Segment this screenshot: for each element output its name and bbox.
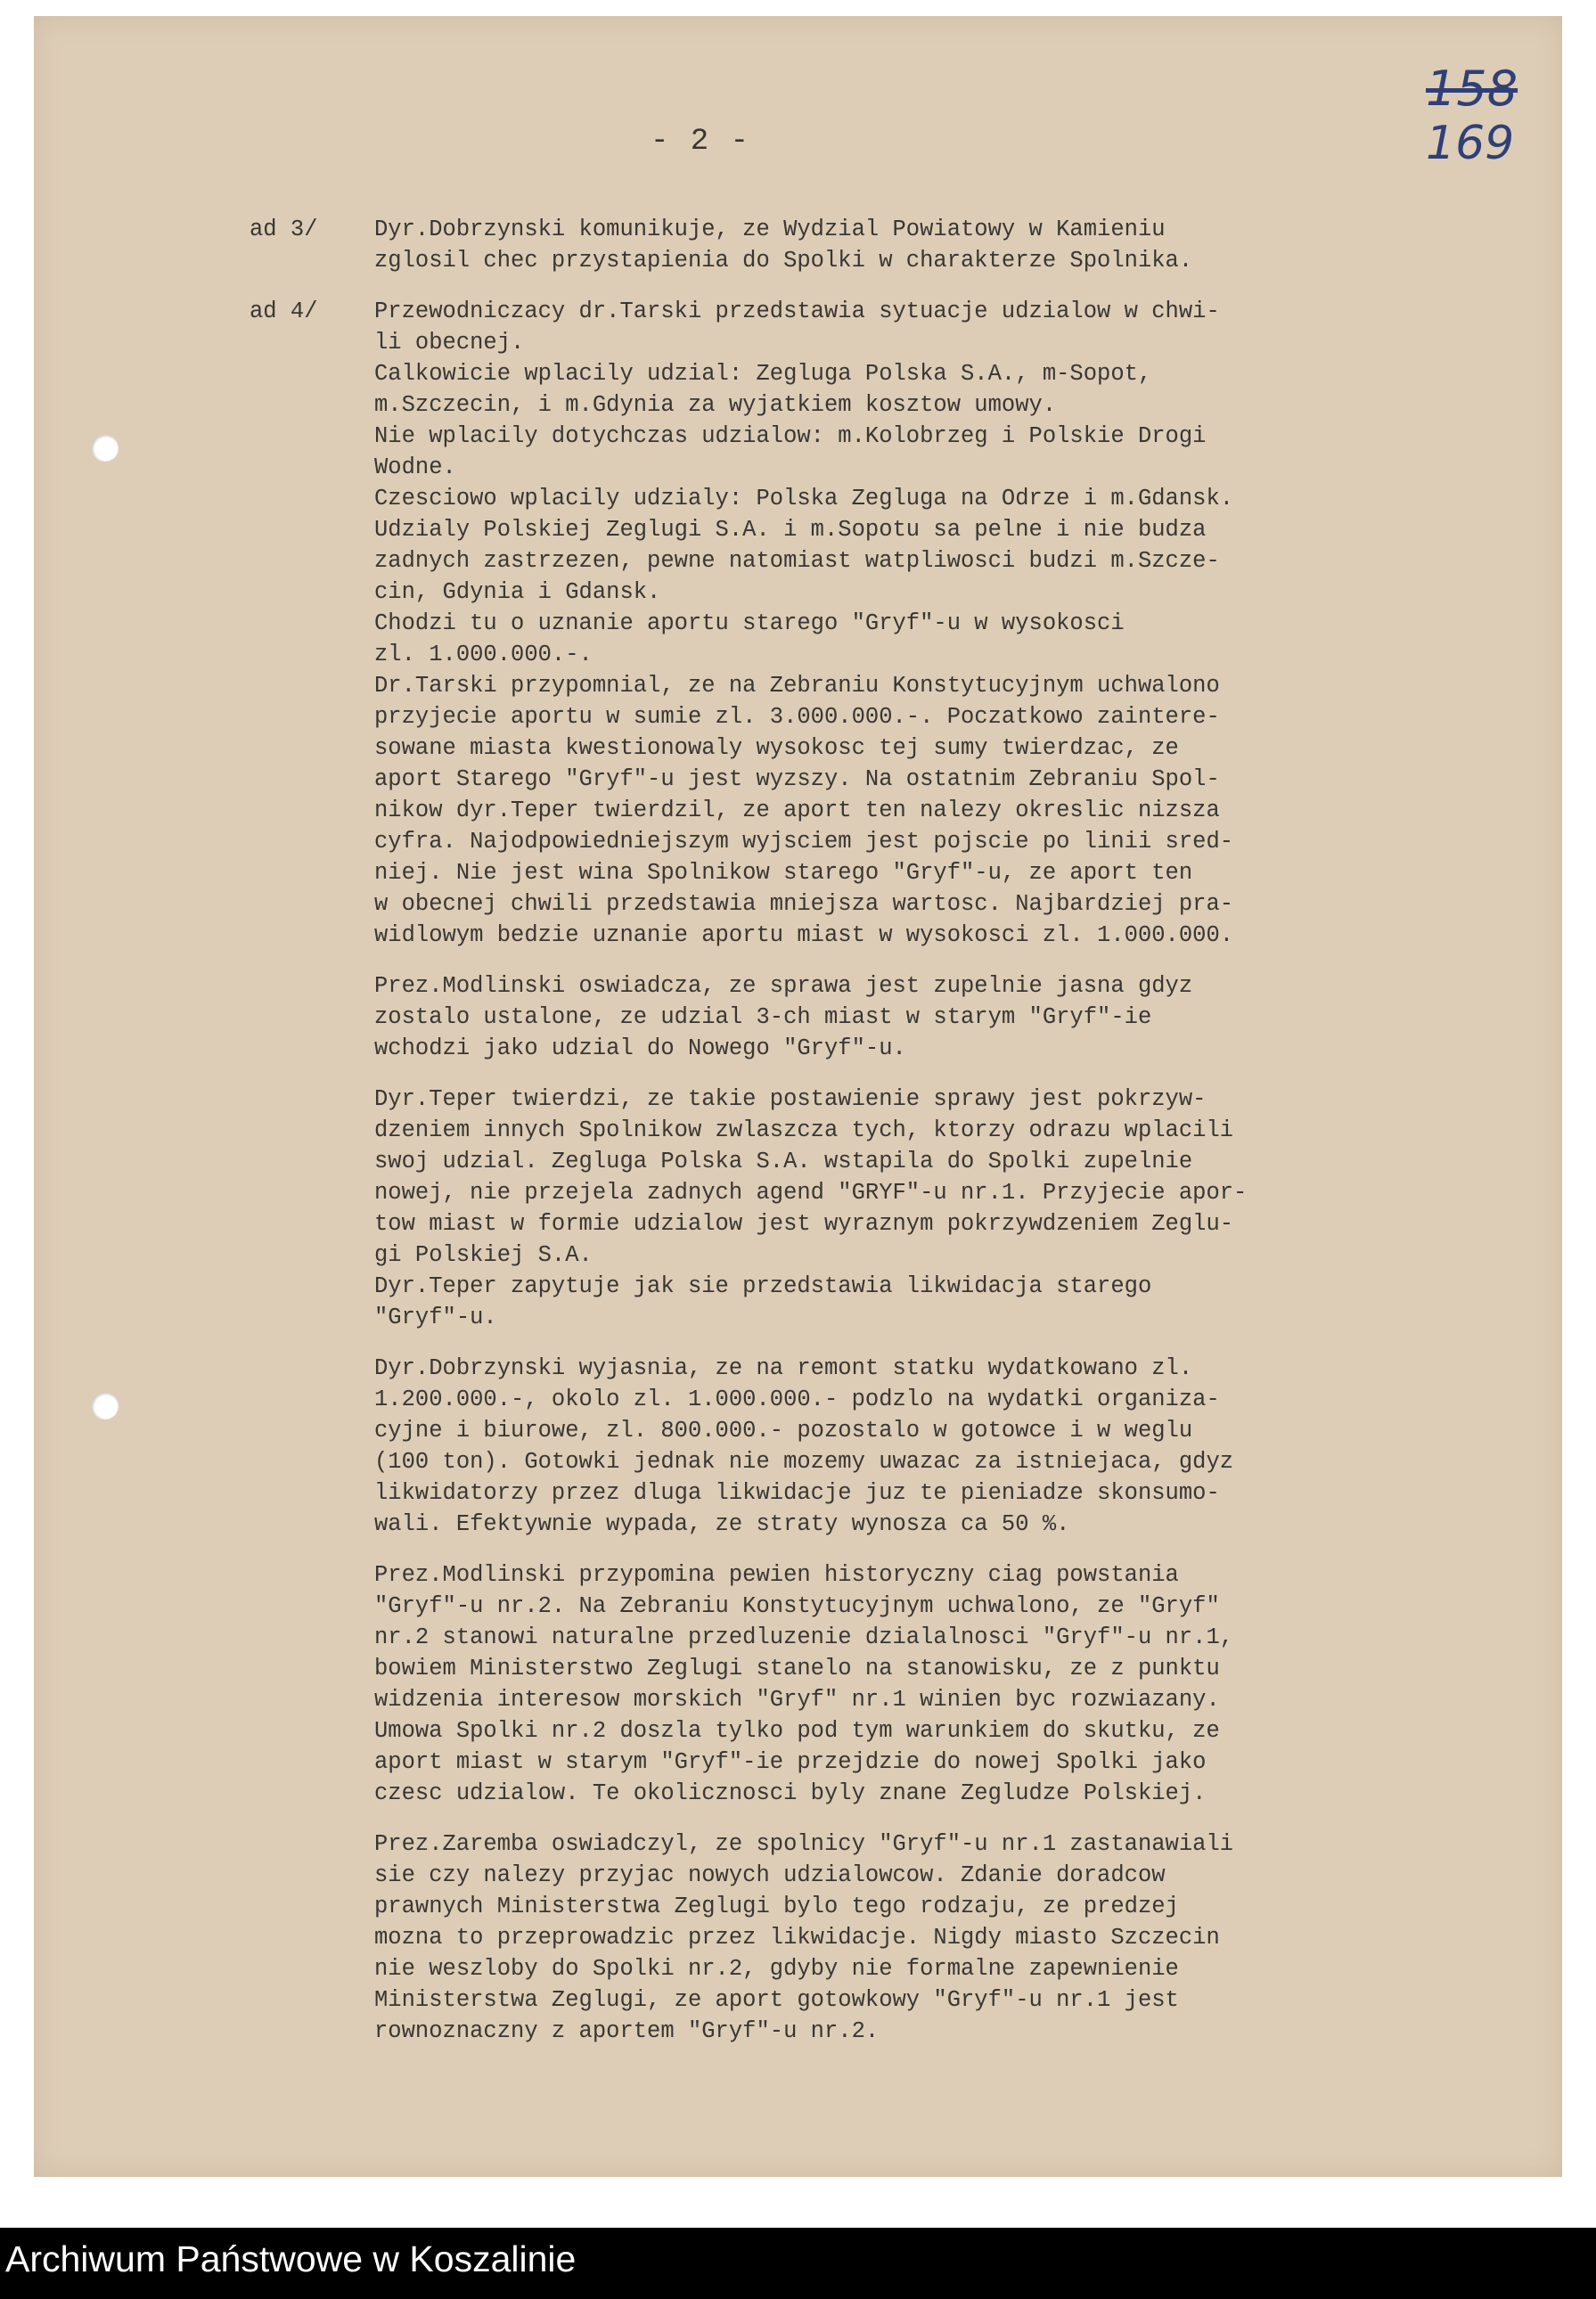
- agenda-item-ad-4: [250, 296, 1533, 951]
- text-line: rownoznaczny z aportem "Gryf"-u nr.2.: [374, 2018, 880, 2044]
- text-line: m.Szczecin, i m.Gdynia za wyjatkiem kosztow umowy.: [374, 392, 1057, 418]
- text-line: Prez.Zaremba oswiadczyl, ze spolnicy "Gryf"-u nr.1 zastanawiali: [374, 1831, 1234, 1857]
- text-line: niej. Nie jest wina Spolnikow starego "Gryf"-u, ze aport ten: [374, 860, 1193, 886]
- text-line: Dyr.Dobrzynski komunikuje, ze Wydzial Powiatowy w Kamieniu: [374, 217, 1166, 242]
- text-line: Udzialy Polskiej Zeglugi S.A. i m.Sopotu sa pelne i nie budza: [374, 517, 1207, 543]
- text-line: nr.2 stanowi naturalne przedluzenie dzialalnosci "Gryf"-u nr.1,: [374, 1624, 1234, 1650]
- text-line: Dyr.Teper twierdzi, ze takie postawienie sprawy jest pokrzyw-: [374, 1086, 1207, 1112]
- folio-current-number: 169: [1426, 117, 1515, 171]
- text-line: wchodzi jako udzial do Nowego "Gryf"-u.: [374, 1035, 906, 1061]
- text-line: wali. Efektywnie wypada, ze straty wynosza ca 50 %.: [374, 1511, 1070, 1537]
- text-line: dzeniem innych Spolnikow zwlaszcza tych, ktorzy odrazu wplacili: [374, 1117, 1234, 1143]
- text-line: cin, Gdynia i Gdansk.: [374, 579, 661, 605]
- text-line: Wodne.: [374, 454, 456, 480]
- agenda-item-label: ad 3/: [250, 217, 318, 242]
- punch-hole: [92, 435, 119, 462]
- text-line: nikow dyr.Teper twierdzil, ze aport ten nalezy okreslic nizsza: [374, 798, 1220, 823]
- paragraph-teper-objection: [374, 1084, 1533, 1333]
- text-line: Przewodniczacy dr.Tarski przedstawia sytuacje udzialow w chwi-: [374, 299, 1220, 324]
- archive-footer: [0, 2228, 1596, 2299]
- text-line: "Gryf"-u nr.2. Na Zebraniu Konstytucyjnym uchwalono, ze "Gryf": [374, 1593, 1220, 1619]
- text-line: przyjecie aportu w sumie zl. 3.000.000.-. Poczatkowo zaintere-: [374, 704, 1220, 730]
- archive-name: Archiwum Państwowe w Koszalinie: [5, 2238, 577, 2279]
- text-line: sie czy nalezy przyjac nowych udzialowcow. Zdanie doradcow: [374, 1862, 1166, 1888]
- text-line: Dyr.Teper zapytuje jak sie przedstawia likwidacja starego: [374, 1273, 1152, 1299]
- text-line: Prez.Modlinski przypomina pewien historyczny ciag powstania: [374, 1562, 1179, 1588]
- text-line: nowej, nie przejela zadnych agend "GRYF"-u nr.1. Przyjecie apor-: [374, 1180, 1248, 1206]
- text-line: zadnych zastrzezen, pewne natomiast watpliwosci budzi m.Szcze-: [374, 548, 1220, 574]
- text-line: Chodzi tu o uznanie aportu starego "Gryf"-u w wysokosci: [374, 610, 1125, 636]
- agenda-item-label: ad 4/: [250, 299, 318, 324]
- text-line: cyfra. Najodpowiedniejszym wyjsciem jest pojscie po linii sred-: [374, 829, 1234, 855]
- text-line: mozna to przeprowadzic przez likwidacje. Nigdy miasto Szczecin: [374, 1925, 1220, 1951]
- text-line: swoj udzial. Zegluga Polska S.A. wstapila do Spolki zupelnie: [374, 1149, 1193, 1174]
- text-line: prawnych Ministerstwa Zeglugi bylo tego rodzaju, ze predzej: [374, 1894, 1179, 1919]
- text-line: "Gryf"-u.: [374, 1305, 497, 1330]
- text-line: zl. 1.000.000.-.: [374, 642, 593, 667]
- typed-minutes-text: [250, 214, 1533, 2066]
- text-line: Prez.Modlinski oswiadcza, ze sprawa jest zupelnie jasna gdyz: [374, 973, 1193, 999]
- text-line: likwidatorzy przez dluga likwidacje juz te pieniadze skonsumo-: [374, 1480, 1220, 1506]
- text-line: zglosil chec przystapienia do Spolki w charakterze Spolnika.: [374, 248, 1193, 274]
- text-line: czesc udzialow. Te okolicznosci byly znane Zegludze Polskiej.: [374, 1780, 1207, 1806]
- text-line: tow miast w formie udzialow jest wyraznym pokrzywdzeniem Zeglu-: [374, 1211, 1234, 1237]
- text-line: Umowa Spolki nr.2 doszla tylko pod tym warunkiem do skutku, ze: [374, 1718, 1220, 1744]
- text-line: Nie wplacily dotychczas udzialow: m.Kolobrzeg i Polskie Drogi: [374, 423, 1207, 449]
- text-line: Czesciowo wplacily udzialy: Polska Zegluga na Odrze i m.Gdansk.: [374, 486, 1234, 511]
- agenda-item-body: [374, 296, 1533, 951]
- folio-annotation: [1426, 62, 1518, 170]
- text-line: aport Starego "Gryf"-u jest wyzszy. Na ostatnim Zebraniu Spol-: [374, 766, 1220, 792]
- text-line: (100 ton). Gotowki jednak nie mozemy uwazac za istniejaca, gdyz: [374, 1449, 1234, 1475]
- text-line: widlowym bedzie uznanie aportu miast w wysokosci zl. 1.000.000.: [374, 922, 1234, 948]
- text-line: sowane miasta kwestionowaly wysokosc tej sumy twierdzac, ze: [374, 735, 1179, 761]
- text-line: widzenia interesow morskich "Gryf" nr.1 winien byc rozwiazany.: [374, 1687, 1220, 1713]
- page-number: - 2 -: [651, 125, 751, 159]
- text-line: w obecnej chwili przedstawia mniejsza wartosc. Najbardziej pra-: [374, 891, 1234, 917]
- text-line: gi Polskiej S.A.: [374, 1242, 593, 1268]
- agenda-item-body: [374, 214, 1533, 276]
- text-line: zostalo ustalone, ze udzial 3-ch miast w starym "Gryf"-ie: [374, 1004, 1152, 1030]
- punch-hole: [92, 1393, 119, 1419]
- text-line: cyjne i biurowe, zl. 800.000.- pozostalo w gotowce i w weglu: [374, 1418, 1193, 1444]
- text-line: 1.200.000.-, okolo zl. 1.000.000.- podzlo na wydatki organiza-: [374, 1387, 1220, 1412]
- text-line: nie weszloby do Spolki nr.2, gdyby nie formalne zapewnienie: [374, 1956, 1179, 1982]
- folio-struck-number: 158: [1426, 61, 1518, 117]
- text-line: li obecnej.: [374, 330, 525, 356]
- paragraph-modlinski-history: [374, 1559, 1533, 1809]
- paragraph-zaremba-statement: [374, 1829, 1533, 2047]
- paragraph-modlinski-statement: [374, 970, 1533, 1064]
- text-line: Dr.Tarski przypomnial, ze na Zebraniu Konstytucyjnym uchwalono: [374, 673, 1220, 699]
- text-line: Dyr.Dobrzynski wyjasnia, ze na remont statku wydatkowano zl.: [374, 1355, 1193, 1381]
- paragraph-dobrzynski-explanation: [374, 1353, 1533, 1540]
- agenda-item-ad-3: [250, 214, 1533, 276]
- text-line: aport miast w starym "Gryf"-ie przejdzie do nowej Spolki jako: [374, 1749, 1207, 1775]
- text-line: bowiem Ministerstwo Zeglugi stanelo na stanowisku, ze z punktu: [374, 1656, 1220, 1681]
- text-line: Calkowicie wplacily udzial: Zegluga Polska S.A., m-Sopot,: [374, 361, 1152, 387]
- text-line: Ministerstwa Zeglugi, ze aport gotowkowy "Gryf"-u nr.1 jest: [374, 1987, 1179, 2013]
